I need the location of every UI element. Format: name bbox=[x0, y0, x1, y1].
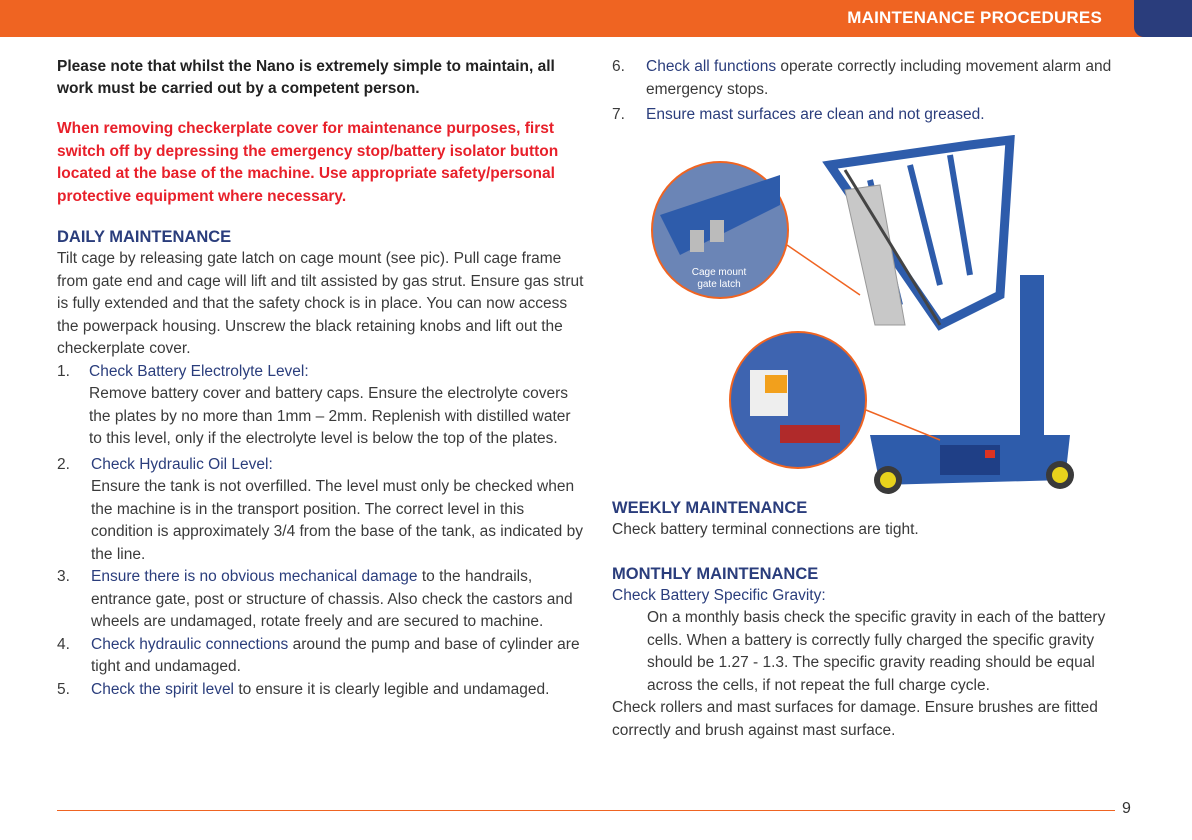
item-number: 5. bbox=[57, 680, 70, 698]
weekly-text: Check battery terminal connections are tight. bbox=[612, 521, 919, 538]
list-item bbox=[57, 566, 587, 634]
monthly-text: On a monthly basis check the specific gravity in each of the battery cells. When a battery is correctly fully charged the specific gravity should be 1.27 - 1.3. The specific gravity reading should be equal across the cells, if not repeat the full charge cycle. bbox=[647, 609, 1106, 694]
item-title: Check hydraulic connections bbox=[91, 635, 289, 653]
latch-part bbox=[710, 220, 724, 242]
section-title: MAINTENANCE PROCEDURES bbox=[847, 8, 1102, 27]
right-column bbox=[612, 56, 1142, 127]
front-wheel-hub bbox=[1052, 467, 1068, 483]
list-item bbox=[612, 104, 1142, 127]
right-lower-column bbox=[612, 497, 1142, 742]
item-number: 6. bbox=[612, 58, 625, 75]
item-number: 2. bbox=[57, 455, 70, 473]
cage-rail bbox=[910, 165, 940, 285]
chassis-panel bbox=[940, 445, 1000, 475]
monthly-closing: Check rollers and mast surfaces for damage. Ensure brushes are fitted correctly and brush against mast surface. bbox=[612, 699, 1098, 739]
cage-rail bbox=[950, 155, 970, 275]
weekly-maintenance-heading: WEEKLY MAINTENANCE bbox=[612, 499, 808, 517]
latch-part bbox=[690, 230, 704, 252]
isolator-button bbox=[985, 450, 995, 458]
battery-terminal bbox=[765, 375, 787, 393]
callout-line bbox=[787, 245, 860, 295]
item-title: Check the spirit level bbox=[91, 680, 235, 698]
page-header bbox=[0, 0, 1192, 37]
mast bbox=[1020, 275, 1044, 440]
item-title: Check Battery Electrolyte Level: bbox=[89, 362, 309, 380]
list-item bbox=[612, 56, 1142, 101]
item-text: to the handrails, entrance gate, post or structure of chassis. Also check the castors and wheels are undamaged, rotate freely and are secured to machine. bbox=[91, 568, 573, 630]
photo-label: Cage mount gate latch bbox=[691, 267, 747, 290]
daily-maintenance-heading: DAILY MAINTENANCE bbox=[57, 228, 232, 246]
item-text: around the pump and base of cylinder are tight and undamaged. bbox=[91, 635, 580, 675]
monthly-maintenance-heading: MONTHLY MAINTENANCE bbox=[612, 564, 819, 583]
rear-wheel-hub bbox=[880, 472, 896, 488]
footer-rule bbox=[57, 810, 1115, 811]
item-title: Ensure mast surfaces are clean and not greased. bbox=[646, 106, 985, 123]
list-item bbox=[57, 679, 587, 702]
list-item bbox=[57, 454, 587, 567]
header-tab bbox=[1134, 0, 1192, 37]
daily-intro: Tilt cage by releasing gate latch on cage mount (see pic). Pull cage frame from gate end and cage will lift and tilt assisted by gas strut. Ensure gas strut is fully extended and that the safety chock is in place. You can now access the powerpack housing. Unscrew the black retaining knobs and lift out the checkerplate cover. bbox=[57, 250, 584, 357]
monthly-subheading: Check Battery Specific Gravity: bbox=[612, 586, 826, 604]
item-number: 7. bbox=[612, 106, 625, 123]
item-title: Ensure there is no obvious mechanical damage bbox=[91, 568, 418, 585]
item-number: 4. bbox=[57, 635, 70, 653]
list-item bbox=[57, 634, 587, 679]
item-title: Check all functions bbox=[646, 58, 777, 75]
item-number: 1. bbox=[57, 362, 70, 380]
nano-machine-photo bbox=[640, 135, 1095, 500]
page-number: 9 bbox=[1122, 800, 1131, 817]
competent-person-note: Please note that whilst the Nano is extremely simple to maintain, all work must be carried out by a competent person. bbox=[57, 58, 555, 97]
safety-warning: When removing checkerplate cover for maintenance purposes, first switch off by depressing the emergency stop/battery isolator button located at the base of the machine. Use appropriate safety/personal protective equipment where necessary. bbox=[57, 120, 559, 205]
list-item bbox=[57, 361, 587, 451]
item-text: operate correctly including movement alarm and emergency stops. bbox=[646, 58, 1112, 98]
item-text: Ensure the tank is not overfilled. The level must only be checked when the machine is in the transport position. The correct level in this condition is approximately 3/4 from the base of the tank, as indicated by the line. bbox=[91, 478, 583, 563]
left-column bbox=[57, 56, 587, 701]
item-number: 3. bbox=[57, 568, 70, 585]
item-title: Check Hydraulic Oil Level: bbox=[91, 455, 273, 473]
item-text: Remove battery cover and battery caps. Ensure the electrolyte covers the plates by no more than 1mm – 2mm. Replenish with distilled water to this level, only if the electrolyte level is below the top of the plates. bbox=[89, 385, 571, 447]
item-text: to ensure it is clearly legible and undamaged. bbox=[234, 680, 550, 698]
hydraulic-pump bbox=[780, 425, 840, 443]
